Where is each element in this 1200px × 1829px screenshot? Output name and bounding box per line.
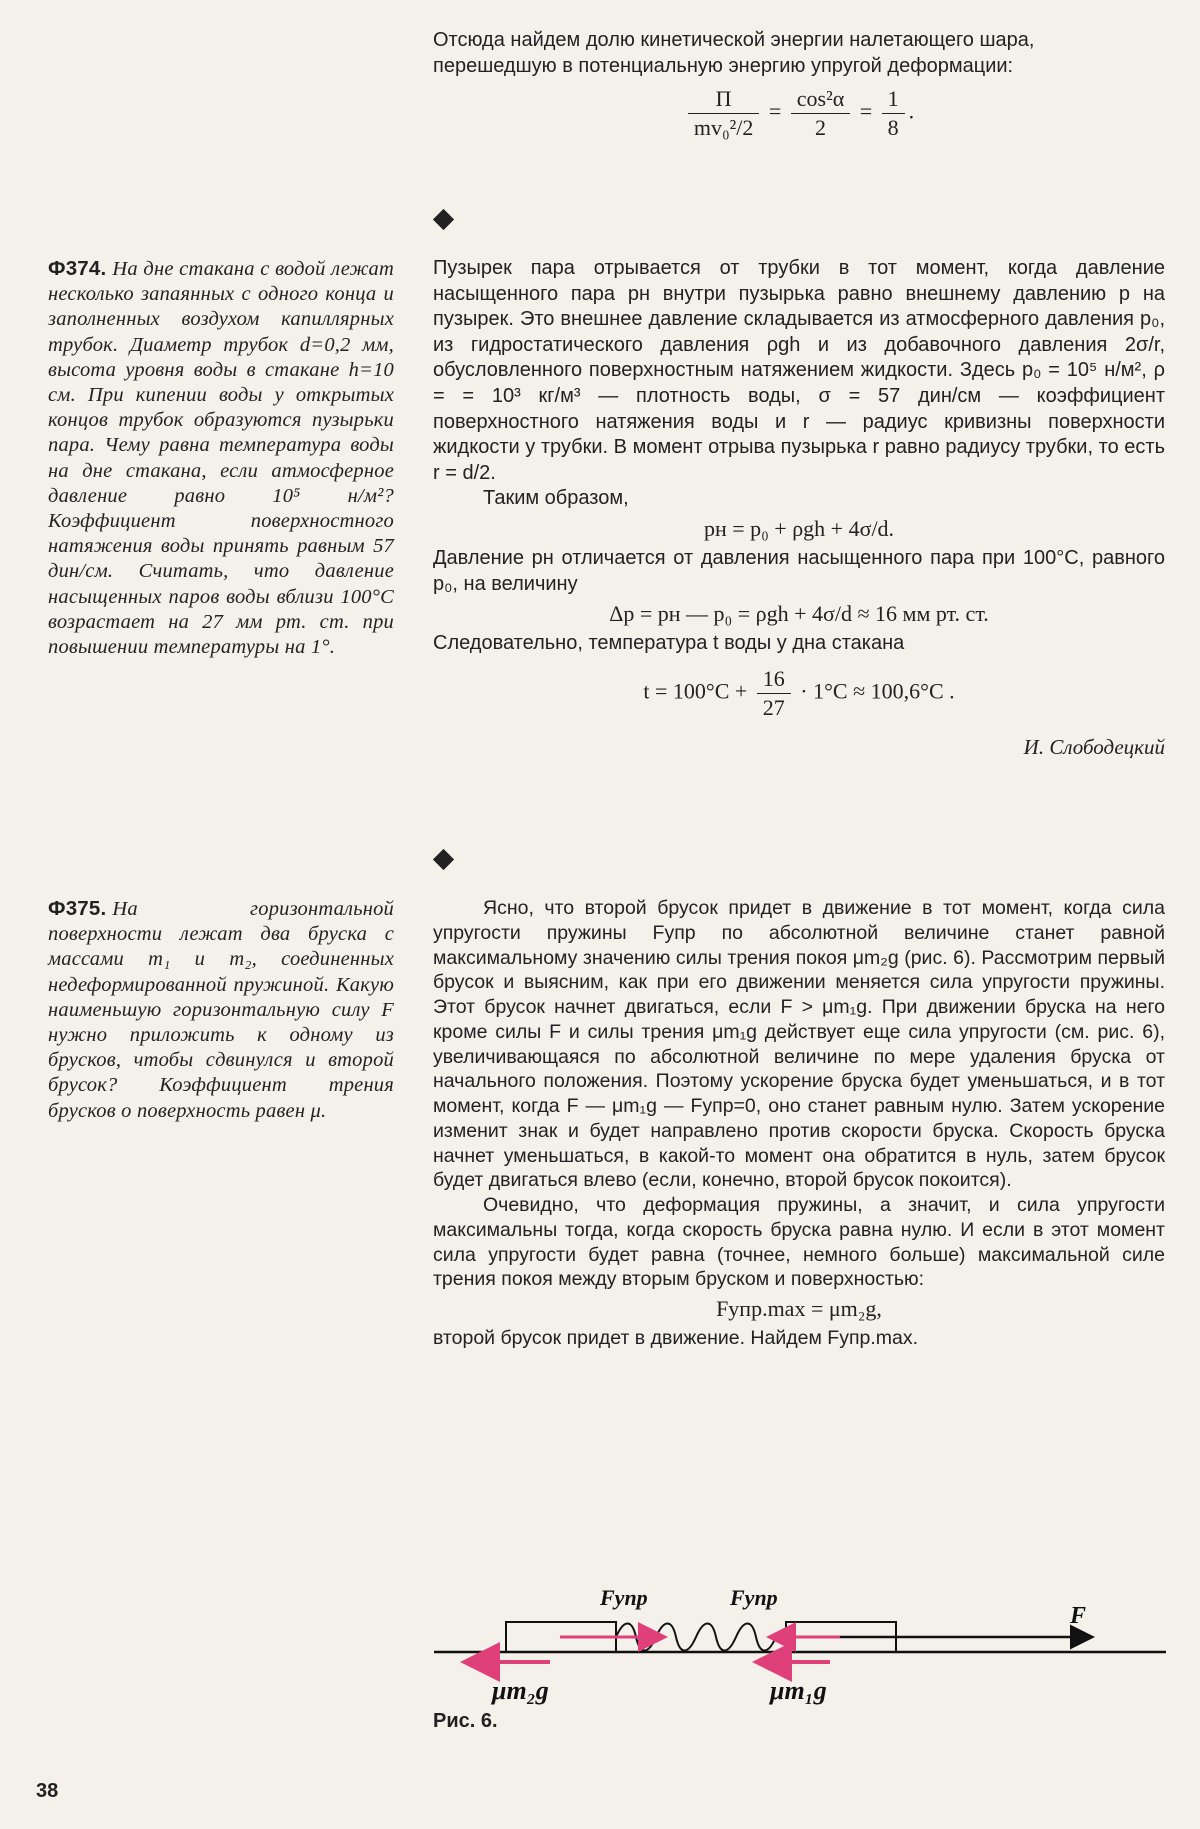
figure-caption: Рис. 6. bbox=[433, 1710, 498, 1732]
label-fupr-right: Fупр bbox=[730, 1585, 778, 1610]
problem-374-solution bbox=[433, 256, 1165, 761]
section-divider-1 bbox=[433, 209, 454, 230]
problem-375-solution bbox=[433, 896, 1165, 1351]
solution-374-p2: Таким образом, bbox=[483, 487, 629, 510]
formula-res-den: 8 bbox=[887, 115, 899, 141]
energy-fraction-formula: $\frac{П}{\text{mv₀²/2}}$ = $\frac{\text{cos²α}}{2}$ = $\frac{1}{8}$ . bbox=[433, 85, 1165, 142]
formula-mid-num: cos²α bbox=[791, 85, 850, 114]
formula-den: mv₀²/2 bbox=[693, 115, 754, 141]
formula-374-3 bbox=[433, 665, 1165, 722]
label-mu-m1g: μm₁g bbox=[770, 1676, 827, 1705]
section-divider-2 bbox=[433, 849, 454, 870]
formula-mid-den: 2 bbox=[814, 115, 826, 141]
formula-374-2: Δp = pн — p₀ = ρgh + 4σ/d ≈ 16 мм рт. ст. bbox=[609, 601, 989, 627]
solution-374-p1: Пузырек пара отрывается от трубки в тот момент, когда давление насыщенного пара pн внутри пузырька равно внешнему давлению p на пузырек. Это внешнее давление складывается из атмосферного давления p₀, из гидростатического давления ρgh и из добавочного давления 2σ/r, обусловленного поверхностным натяжением жидкости. Здесь p₀ = 10⁵ н/м², ρ = = 10³ кг/м³ — плотность воды, σ = 57 дин/см — коэффициент поверхностного натяжения воды и r — радиус кривизны поверхности жидкости у трубки. В момент отрыва пузырька r равно радиусу трубки, то есть r = d/2. bbox=[433, 257, 1165, 484]
formula-num: П bbox=[688, 85, 760, 114]
solution-375-p2: Очевидно, что деформация пружины, а значит, и сила упругости максимальны тогда, когда скорость бруска равна нулю. И если в этот момент сила упругости будет равна (точнее, немного больше) максимальной силе трения покоя между вторым бруском и поверхностью: bbox=[433, 1194, 1165, 1291]
problem-375-statement bbox=[48, 896, 394, 1124]
formula-374-3-num: 16 bbox=[757, 665, 791, 694]
label-fupr-left: Fупр bbox=[600, 1585, 648, 1610]
problem-375-text: На горизонтальной поверхности лежат два бруска с массами m₁ и m₂, соединенных недеформированной пружиной. Какую наименьшую горизонтальную силу F нужно приложить к одному из брусков, чтобы сдвинулся и второй брусок? Коэффициент трения брусков о поверхность равен μ. bbox=[48, 898, 394, 1122]
page-number: 38 bbox=[36, 1780, 59, 1802]
solution-375-p1: Ясно, что второй брусок придет в движение в тот момент, когда сила упругости пружины Fупр по абсолютной величине станет равной максимальному значению силы трения покоя μm₂g (рис. 6). Рассмотрим первый брусок и выясним, как при его движении меняется сила упругости пружины. Этот брусок начнет двигаться, если F > μm₁g. При движении бруска на него кроме силы F и силы трения μm₁g действует еще сила упругости (см. рис. 6), увеличивающаяся по абсолютной величине по мере удаления бруска от начального положения. Поэтому ускорение бруска будет уменьшаться, и в тот момент, когда F — μm₁g — Fупр=0, оно станет равным нулю. Затем ускорение изменит знак и будет направлено против скорости бруска. Скорость бруска начнет уменьшаться, в какой-то момент она обратится в нуль, затем брусок будет двигаться влево (если, конечно, второй брусок покоится). bbox=[433, 897, 1165, 1192]
formula-374-3-right: · 1°C ≈ 100,6°C . bbox=[800, 678, 955, 704]
intro-line-2: перешедшую в потенциальную энергию упругой деформации: bbox=[433, 54, 1014, 77]
figure-6 bbox=[430, 1555, 1170, 1705]
author-signature: И. Слободецкий bbox=[1023, 735, 1165, 760]
solution-374-p4: Следовательно, температура t воды у дна стакана bbox=[433, 632, 905, 655]
label-force-f: F bbox=[1070, 1603, 1087, 1629]
formula-res-num: 1 bbox=[882, 85, 905, 114]
formula-375-1: Fупр.max = μm₂g, bbox=[716, 1296, 882, 1321]
intro-line-1: Отсюда найдем долю кинетической энергии налетающего шара, bbox=[433, 29, 1035, 51]
problem-374-text: На дне стакана с водой лежат несколько запаянных с одного конца и заполненных воздухом капиллярных трубок. Диаметр трубок d=0,2 мм, высота уровня воды в стакане h=10 см. При кипении воды у открытых концов трубок образуются пузырьки пара. Чему равна температура воды на дне стакана, если атмосферное давление равно 10⁵ н/м²? Коэффициент поверхностного натяжения воды принять равным 57 дин/см. Считать, что давление насыщенных паров воды вблизи 100°C возрастает на 27 мм рт. ст. при повышении температуры на 1°. bbox=[48, 258, 394, 659]
label-mu-m2g: μm₂g bbox=[492, 1676, 549, 1705]
problem-374-statement bbox=[48, 256, 394, 660]
formula-374-3-left: t = 100°C + bbox=[643, 678, 748, 704]
formula-374-1: pн = p₀ + ρgh + 4σ/d. bbox=[703, 515, 895, 541]
formula-374-3-den: 27 bbox=[762, 695, 785, 721]
problem-375-number: Ф375. bbox=[48, 897, 107, 920]
solution-375-p3: второй брусок придет в движение. Найдем Fупр.max. bbox=[433, 1326, 919, 1349]
problem-374-number: Ф374. bbox=[48, 257, 107, 280]
intro-block bbox=[433, 28, 1165, 146]
solution-374-p3: Давление pн отличается от давления насыщенного пара при 100°C, равного p₀, на величину bbox=[433, 547, 1165, 595]
